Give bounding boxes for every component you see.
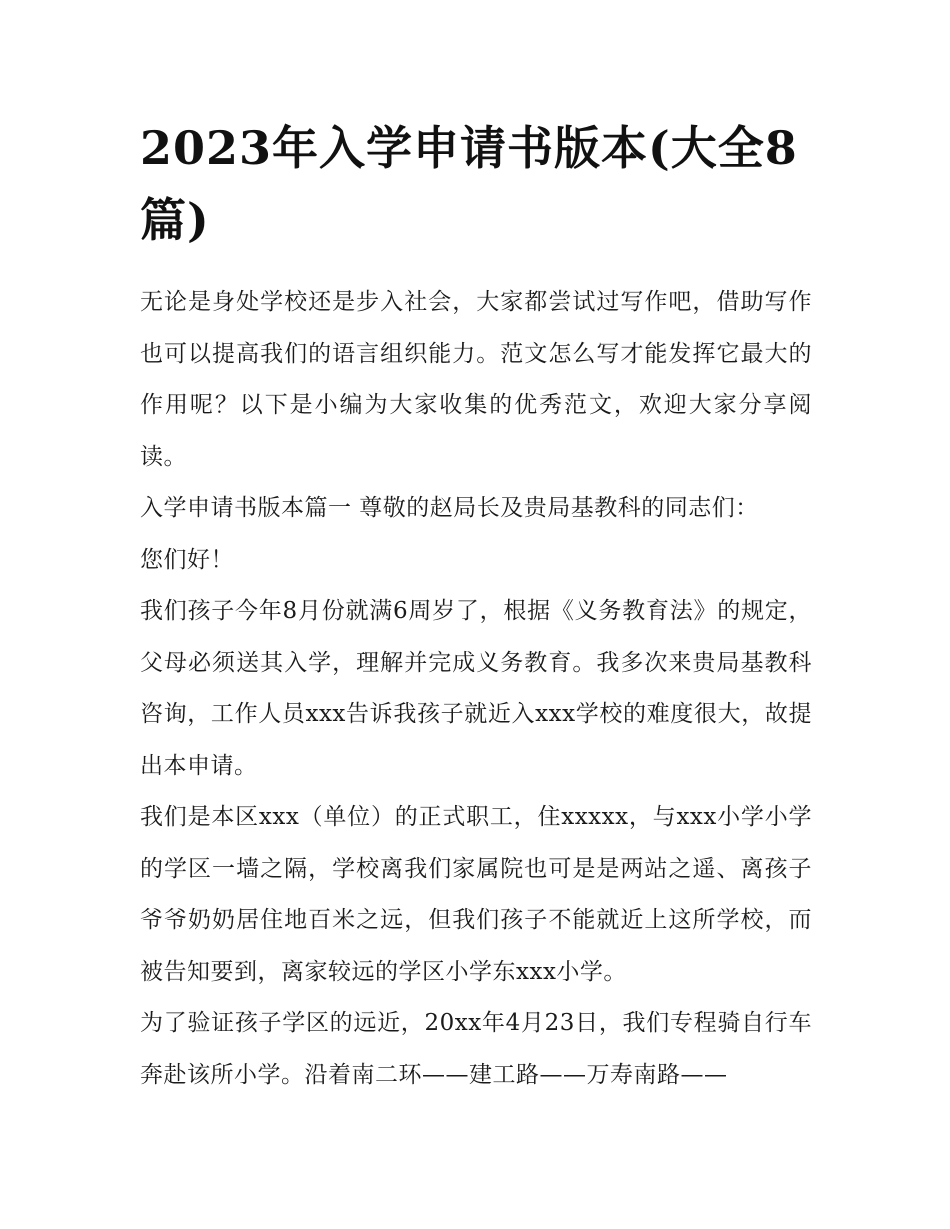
- body-paragraph: 为了验证孩子学区的远近，20xx年4月23日，我们专程骑自行车奔赴该所小学。沿着南二环——建工路——万寿南路——: [140, 1010, 812, 1088]
- intro-paragraph: 无论是身处学校还是步入社会，大家都尝试过写作吧，借助写作也可以提高我们的语言组织能力。范文怎么写才能发挥它最大的作用呢？以下是小编为大家收集的优秀范文，欢迎大家分享阅读。: [140, 289, 812, 470]
- greeting-paragraph: 您们好！: [140, 546, 234, 573]
- body-paragraph: 我们是本区xxx（单位）的正式职工，住xxxxx，与xxx小学小学的学区一墙之隔，学校离我们家属院也可是是两站之遥、离孩子爷爷奶奶居住地百米之远，但我们孩子不能就近上这所学校，而被告知要到，离家较远的学区小学东xxx小学。: [140, 804, 812, 985]
- salutation-paragraph: 入学申请书版本篇一 尊敬的赵局长及贵局基教科的同志们：: [140, 495, 759, 521]
- document-body: [140, 277, 812, 1101]
- body-paragraph: 我们孩子今年8月份就满6周岁了，根据《义务教育法》的规定，父母必须送其入学，理解并完成义务教育。我多次来贵局基教科咨询，工作人员xxx告诉我孩子就近入xxx学校的难度很大，故提出本申请。: [140, 598, 812, 779]
- document-title: 2023年入学申请书版本(大全8篇): [140, 121, 798, 247]
